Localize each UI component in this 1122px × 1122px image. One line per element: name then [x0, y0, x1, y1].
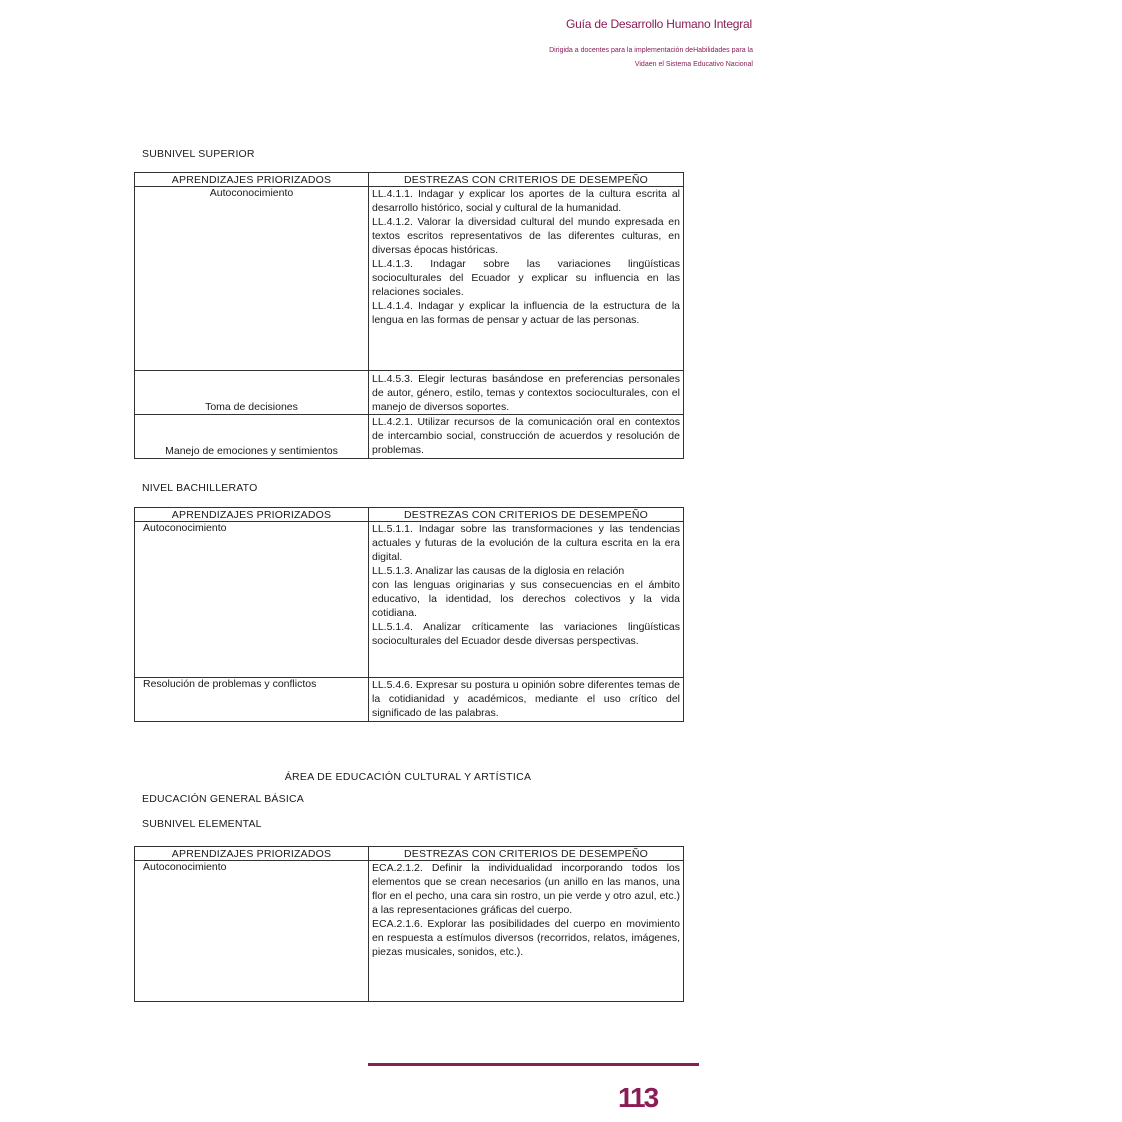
table-header-row — [135, 173, 684, 187]
document-header-title: Guía de Desarrollo Humano Integral — [566, 17, 752, 31]
table-cell-destrezas — [369, 187, 684, 371]
table-cell-aprendizaje: Autoconocimiento — [135, 522, 369, 678]
skills-table-subnivel-elemental — [134, 846, 684, 1002]
table-row — [135, 522, 684, 678]
destreza-text: LL.4.5.3. Elegir lecturas basándose en preferencias personales de autor, género, estilo, temas y contextos socioculturales, con el manejo de diversos soportes. — [372, 373, 680, 413]
table-cell-destrezas — [369, 678, 684, 722]
table-header-row — [135, 508, 684, 522]
page-number: 113 — [618, 1082, 658, 1113]
column-header-destrezas: DESTREZAS CON CRITERIOS DE DESEMPEÑO — [369, 173, 684, 187]
footer-divider — [368, 1063, 699, 1066]
table-header-row — [135, 847, 684, 861]
table-row — [135, 187, 684, 371]
table-cell-aprendizaje: Autoconocimiento — [135, 861, 369, 1002]
destreza-text: LL.4.1.3. Indagar sobre las variaciones lingüísticas socioculturales del Ecuador y explicar su influencia en las relaciones sociales. — [372, 258, 680, 298]
column-header-aprendizajes: APRENDIZAJES PRIORIZADOS — [135, 508, 369, 522]
table-cell-aprendizaje: Toma de decisiones — [135, 371, 369, 415]
level-label-egb: EDUCACIÓN GENERAL BÁSICA — [142, 793, 304, 805]
column-header-aprendizajes: APRENDIZAJES PRIORIZADOS — [135, 847, 369, 861]
destreza-text: LL.5.1.4. Analizar críticamente las variaciones lingüísticas socioculturales del Ecuador desde diversas perspectivas. — [372, 621, 680, 647]
column-header-destrezas: DESTREZAS CON CRITERIOS DE DESEMPEÑO — [369, 508, 684, 522]
destreza-text: LL.5.4.6. Expresar su postura u opinión sobre diferentes temas de la cotidianidad y académicos, mediante el uso crítico del significado de las palabras. — [372, 679, 680, 719]
table-cell-destrezas — [369, 861, 684, 1002]
table-row — [135, 371, 684, 415]
destreza-text: ECA.2.1.2. Definir la individualidad incorporando todos los elementos que se crean necesarios (un anillo en las manos, una flor en el pecho, una cara sin rostro, un pie verde y otro azul, etc.) a las representaciones gráficas del cuerpo. — [372, 862, 680, 916]
destreza-text: LL.5.1.3. Analizar las causas de la diglosia en relación — [372, 565, 625, 577]
table-row — [135, 415, 684, 459]
section-label-subnivel-elemental: SUBNIVEL ELEMENTAL — [142, 818, 262, 830]
table-cell-destrezas — [369, 522, 684, 678]
destreza-text: LL.4.2.1. Utilizar recursos de la comunicación oral en contextos de intercambio social, construcción de acuerdos y resolución de problemas. — [372, 416, 680, 456]
destreza-text: ECA.2.1.6. Explorar las posibilidades del cuerpo en movimiento en respuesta a estímulos diversos (recorridos, relatos, imágenes, piezas musicales, sonidos, etc.). — [372, 918, 680, 958]
table-cell-aprendizaje: Autoconocimiento — [135, 187, 369, 371]
table-row — [135, 861, 684, 1002]
table-cell-destrezas — [369, 415, 684, 459]
subtitle-line: Vidaen el Sistema Educativo Nacional — [634, 61, 753, 68]
destreza-text: con las lenguas originarias y sus consecuencias en el ámbito educativo, la identidad, los derechos colectivos y la vida cotidiana. — [372, 579, 680, 619]
table-cell-destrezas — [369, 371, 684, 415]
area-title: ÁREA DE EDUCACIÓN CULTURAL Y ARTÍSTICA — [284, 771, 532, 783]
subtitle-line: Dirigida a docentes para la implementación deHabilidades para la — [549, 47, 753, 54]
column-header-aprendizajes: APRENDIZAJES PRIORIZADOS — [135, 173, 369, 187]
section-label-subnivel-superior: SUBNIVEL SUPERIOR — [142, 148, 255, 160]
destreza-text: LL.4.1.1. Indagar y explicar los aportes de la cultura escrita al desarrollo histórico, social y cultural de la humanidad. — [372, 188, 680, 214]
document-header-subtitle — [549, 44, 753, 72]
column-header-destrezas: DESTREZAS CON CRITERIOS DE DESEMPEÑO — [369, 847, 684, 861]
destreza-text: LL.4.1.2. Valorar la diversidad cultural del mundo expresada en textos escritos representativos de las diferentes culturas, en diversas épocas históricas. — [372, 216, 680, 256]
table-cell-aprendizaje: Manejo de emociones y sentimientos — [135, 415, 369, 459]
skills-table-nivel-bachillerato — [134, 507, 684, 722]
destreza-text: LL.5.1.1. Indagar sobre las transformaciones y las tendencias actuales y futuras de la evolución de la cultura escrita en la era digital. — [372, 523, 680, 563]
section-label-nivel-bachillerato: NIVEL BACHILLERATO — [142, 482, 258, 494]
table-cell-aprendizaje: Resolución de problemas y conflictos — [135, 678, 369, 722]
skills-table-subnivel-superior — [134, 172, 684, 459]
destreza-text: LL.4.1.4. Indagar y explicar la influencia de la estructura de la lengua en las formas de pensar y actuar de las personas. — [372, 300, 680, 326]
table-row — [135, 678, 684, 722]
